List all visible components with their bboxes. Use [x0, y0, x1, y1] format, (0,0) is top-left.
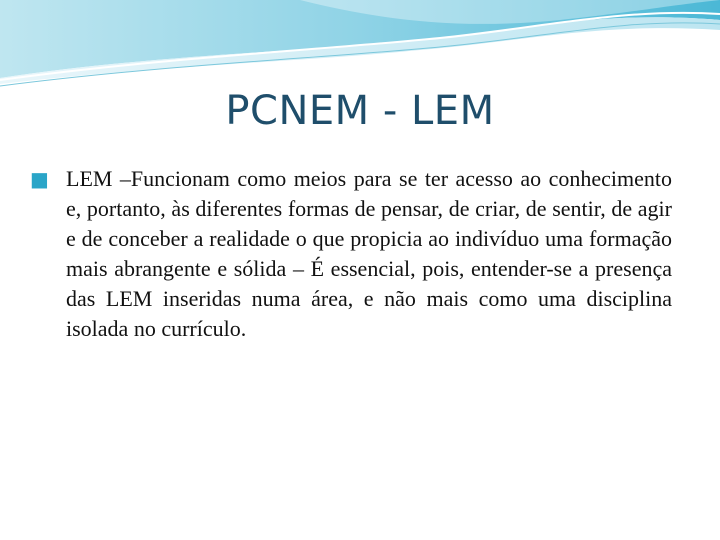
slide-body [30, 164, 672, 344]
square-bullet-icon: ■ [30, 167, 49, 191]
decorative-wave-header [0, 0, 720, 90]
bullet-paragraph [30, 164, 672, 344]
bullet-text: LEM –Funcionam como meios para se ter acesso ao conhecimento e, portanto, às diferentes formas de pensar, de criar, de sentir, de agir e de conceber a realidade o que propicia ao indivíduo uma formação mais abrangente e sólida – É essencial, pois, entender-se a presença das LEM inseridas numa área, e não mais como uma disciplina isolada no currículo. [66, 166, 672, 341]
slide-title: PCNEM - LEM [225, 88, 495, 134]
